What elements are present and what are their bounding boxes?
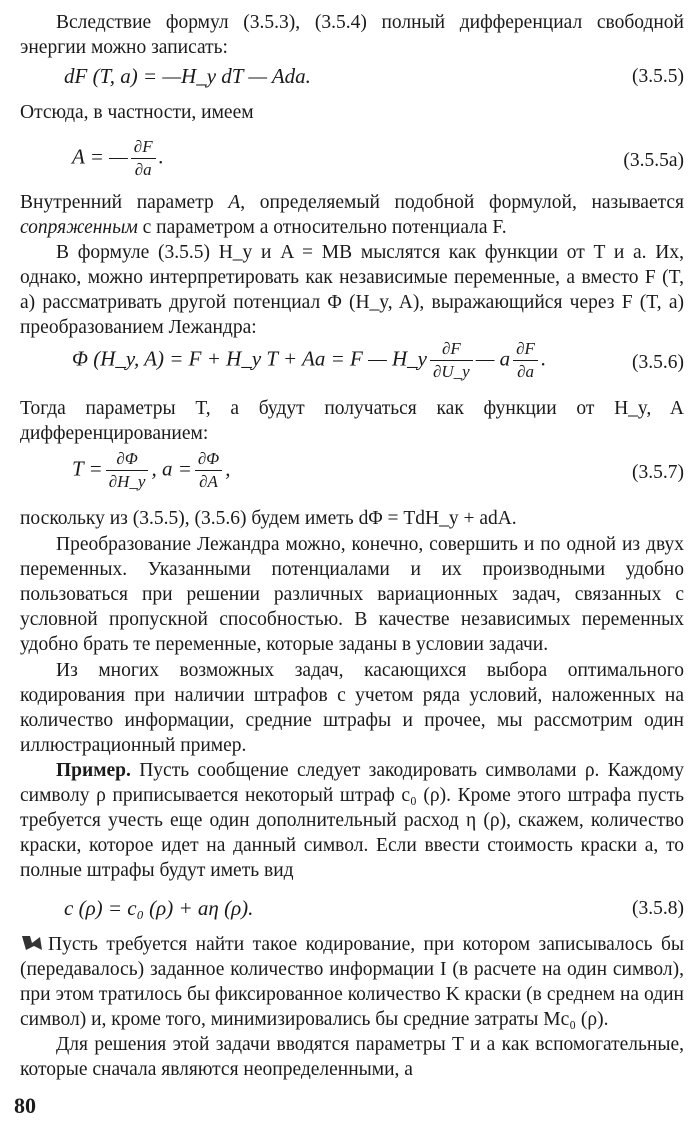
equation-3-5-6 <box>20 338 684 390</box>
equation-lhs: T = <box>72 456 103 481</box>
paragraph-solution: Для решения этой задачи вводятся параметры T и a как вспомогательные, которые сначала являются неопределенными, а <box>20 1034 684 1080</box>
text-run-emphasis: сопряженным <box>20 217 138 238</box>
paragraph-transform: Преобразование Лежандра можно, конечно, совершить и по одной из двух переменных. Указанными потенциалами и их производными удобно пользоваться при решении различных вариационных задач, связанных с условной пропускной способностью. В качестве независимых переменных удобно брать те переменные, которые заданы в условии задачи. <box>20 534 684 655</box>
equation-number: (3.5.5) <box>632 66 684 87</box>
equation-3-5-8 <box>20 896 684 936</box>
paragraph-example <box>20 758 684 883</box>
paragraph-conjugate <box>20 190 684 240</box>
page-number: 80 <box>14 1093 36 1118</box>
text-run: с параметром a относительно потенциала F. <box>137 217 507 238</box>
paragraph-intro: Вследствие формул (3.5.3), (3.5.4) полный дифференциал свободной энергии можно записать: <box>20 12 684 58</box>
margin-mark-icon <box>20 934 44 952</box>
paragraph-then: Тогда параметры T, a будут получаться как функции от H_y, A дифференцированием: <box>20 398 684 444</box>
text-run: Пусть сообщение следует закодировать символами ρ. Каждому символу ρ приписывается некоторый штраф c₀ (ρ). Кроме этого штрафа пусть требуется учесть еще один дополнительный расход η (ρ), скажем, количество краски, которое идет на данный символ. Если ввести стоимость краски a, то полные штрафы будут иметь вид <box>20 760 684 881</box>
fraction-denominator: ∂a <box>517 362 534 381</box>
text-run: Внутренний параметр <box>20 192 229 213</box>
equation-tail: . <box>158 144 164 169</box>
equation-3-5-5a <box>20 136 684 188</box>
example-label: Пример. <box>56 760 131 781</box>
fraction <box>430 338 473 383</box>
fraction-numerator: ∂F <box>513 338 538 361</box>
paragraph-legendre: В формуле (3.5.5) H_y и A = MB мыслятся как функции от T и a. Их, однако, можно интерпретировать как независимые переменные, а вместо F (T, a) рассматривать другой потенциал Φ (H_y, A), выражающийся через F (T, a) преобразованием Лежандра: <box>20 242 684 338</box>
equation-number: (3.5.8) <box>632 898 684 919</box>
fraction-denominator: ∂A <box>199 472 218 491</box>
fraction-numerator: ∂F <box>131 136 156 159</box>
equation-3-5-7 <box>20 448 684 500</box>
equation-formula <box>72 136 164 181</box>
equation-formula: dF (T, a) = —H_y dT — Ada. <box>64 64 311 88</box>
equation-formula: c (ρ) = c₀ (ρ) + aη (ρ). <box>64 896 254 920</box>
text-run-italic: A <box>228 192 241 213</box>
fraction-denominator: ∂a <box>134 160 152 179</box>
equation-separator: , a = <box>151 456 192 481</box>
paragraph-suppose <box>20 932 684 1032</box>
equation-formula <box>72 338 546 383</box>
text-run: Пусть требуется найти такое кодирование, при котором записывалось бы (передавалось) заданное количество информации I (в расчете на один символ), при этом тратилось бы фиксированное количество K краски (в среднем на один символ) и, кроме того, минимизировались бы средние затраты Mc₀ (ρ). <box>20 934 684 1030</box>
fraction <box>513 338 538 383</box>
fraction-numerator: ∂F <box>430 338 473 361</box>
fraction <box>106 448 149 493</box>
paragraph-since: поскольку из (3.5.5), (3.5.6) будем иметь dΦ = TdH_y + adA. <box>20 508 517 529</box>
equation-number: (3.5.6) <box>632 352 684 373</box>
paragraph-hence: Отсюда, в частности, имеем <box>20 102 254 123</box>
fraction-denominator: ∂H_y <box>108 472 146 491</box>
equation-lhs: Φ (H_y, A) = F + H_y T + Aa = F — H_y <box>72 346 427 371</box>
text-run: , определяемый подобной формулой, называется <box>240 192 684 213</box>
equation-tail: , <box>225 456 231 481</box>
fraction-numerator: ∂Φ <box>195 448 222 471</box>
equation-number: (3.5.5a) <box>623 150 684 171</box>
equation-formula <box>72 448 230 493</box>
equation-number: (3.5.7) <box>632 462 684 483</box>
fraction <box>195 448 222 493</box>
fraction-denominator: ∂U_y <box>432 362 470 381</box>
equation-lhs: A = — <box>72 144 128 169</box>
fraction-numerator: ∂Φ <box>106 448 149 471</box>
paragraph-problems: Из многих возможных задач, касающихся выбора оптимального кодирования при наличии штрафов с учетом ряда условий, наложенных на количество информации, средние штрафы и прочее, мы рассмотрим один иллюстрационный пример. <box>20 660 684 756</box>
equation-middle: — a <box>475 346 511 371</box>
equation-3-5-5 <box>20 64 684 104</box>
equation-tail: . <box>540 346 547 371</box>
fraction <box>131 136 156 181</box>
